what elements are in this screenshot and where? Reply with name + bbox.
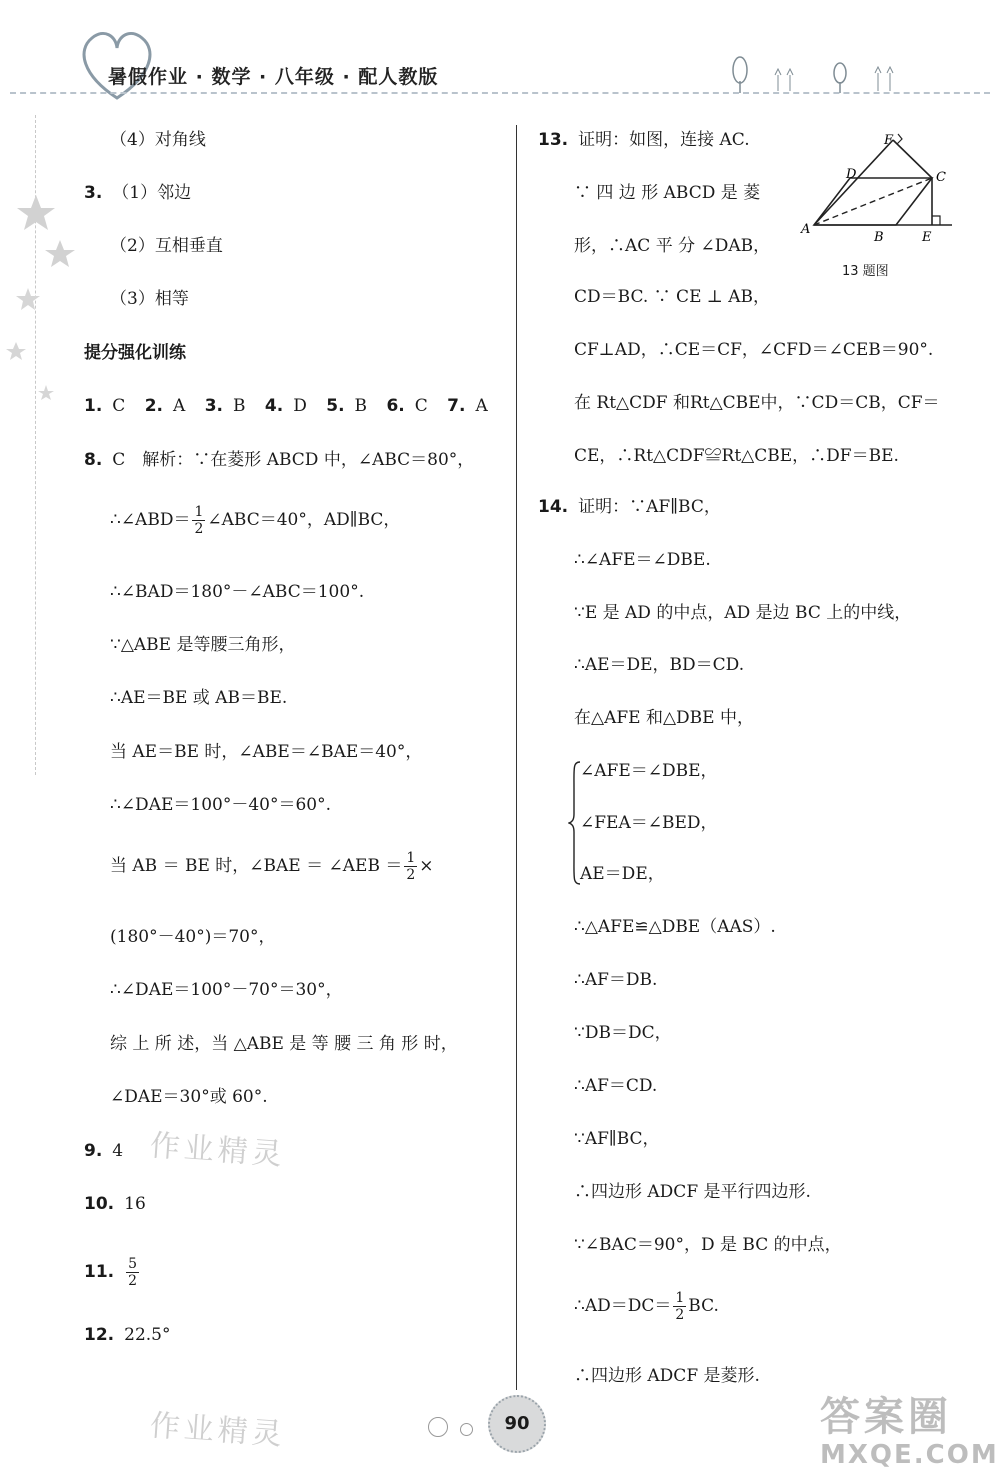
answer-line: ∵∠BAC＝90°，D 是 BC 的中点， xyxy=(574,1235,842,1255)
system-of-conditions xyxy=(574,758,774,888)
point-label-e: E xyxy=(922,230,932,245)
fraction xyxy=(404,850,417,883)
fraction-denominator: 2 xyxy=(194,521,204,537)
fraction xyxy=(673,1290,686,1323)
answer-line xyxy=(574,1290,719,1323)
answer-line: 在△AFE 和△DBE 中， xyxy=(574,708,754,728)
answer-line: ∴∠DAE＝100°－40°＝60°. xyxy=(110,795,331,815)
question-number: 10. xyxy=(84,1194,115,1214)
fraction-denominator: 2 xyxy=(406,867,416,883)
answer-text: B xyxy=(354,396,368,416)
question-number: 11. xyxy=(84,1262,115,1282)
question-9 xyxy=(84,1139,123,1163)
answer-line: CE，∴Rt△CDF≌Rt△CBE，∴DF＝BE. xyxy=(574,446,899,466)
answer-line: 在 Rt△CDF 和Rt△CBE中，∵CD＝CB，CF＝ xyxy=(574,393,940,413)
point-label-f: F xyxy=(884,133,894,148)
answer-line: (180°－40°)＝70°， xyxy=(110,927,276,947)
answer-line: ∴∠DAE＝100°－70°＝30°， xyxy=(110,980,343,1000)
answer-text: ∴AD＝DC＝ xyxy=(574,1296,672,1316)
answer-line: CF⊥AD，∴CE＝CF，∠CFD＝∠CEB＝90°. xyxy=(574,340,934,360)
answer-line xyxy=(110,850,434,883)
condition-line: ∠FEA＝∠BED， xyxy=(580,813,718,833)
stars-decoration-icon xyxy=(0,180,80,410)
watermark: 作业精灵 xyxy=(148,1408,287,1453)
fraction-numerator: 5 xyxy=(128,1256,138,1272)
answer-text: 证明：如图，连接 AC. xyxy=(578,130,750,150)
answer-line: ∴∠AFE＝∠DBE. xyxy=(574,550,711,570)
answer-line: ∵△ABE 是等腰三角形， xyxy=(110,635,296,655)
answer-text: C 解析：∵在菱形 ABCD 中，∠ABC＝80°， xyxy=(112,450,475,470)
question-number: 14. xyxy=(538,497,569,517)
fraction-denominator: 2 xyxy=(675,1307,685,1323)
answer-line: ∵AF∥BC， xyxy=(574,1129,660,1149)
answer-text: 当 AB ＝ BE 时，∠BAE ＝ ∠AEB ＝ xyxy=(110,856,403,876)
point-label-a: A xyxy=(801,222,811,237)
question-number: 8. xyxy=(84,450,103,470)
fraction-numerator: 1 xyxy=(194,504,204,520)
page-number: 90 xyxy=(488,1395,546,1453)
watermark: 作业精灵 xyxy=(148,1128,287,1173)
answer-line: ∴四边形 ADCF 是平行四边形. xyxy=(574,1182,811,1202)
answer-line: ∵ 四 边 形 ABCD 是 菱 xyxy=(574,183,761,203)
answer-line: ∴△AFE≌△DBE（AAS）. xyxy=(574,917,776,937)
answer-line: （2）互相垂直 xyxy=(110,236,223,256)
fraction-denominator: 2 xyxy=(128,1273,138,1289)
answer-line: （4）对角线 xyxy=(110,130,206,150)
section-heading: 提分强化训练 xyxy=(84,343,186,363)
decorative-circle xyxy=(460,1423,473,1436)
multiple-choice-answers xyxy=(84,394,488,418)
question-number: 2. xyxy=(144,396,164,416)
question-number: 3. xyxy=(84,183,103,203)
answer-text: ∠ABC＝40°，AD∥BC， xyxy=(207,510,401,530)
geometry-figure-rhombus xyxy=(796,130,956,280)
point-label-b: B xyxy=(874,230,884,245)
figure-caption: 13 题图 xyxy=(842,264,889,279)
question-number: 4. xyxy=(264,396,284,416)
point-label-d: D xyxy=(846,167,857,182)
question-11 xyxy=(84,1256,141,1289)
answer-text: BC. xyxy=(688,1296,719,1316)
question-number: 12. xyxy=(84,1325,115,1345)
answer-line: ∴四边形 ADCF 是菱形. xyxy=(574,1366,760,1386)
question-3 xyxy=(84,181,191,205)
answer-line: ∴AE＝BE 或 AB＝BE. xyxy=(110,688,288,708)
answer-line: ∴AF＝DB. xyxy=(574,970,658,990)
answer-text: B xyxy=(233,396,246,416)
answer-line: ∴AE＝DE，BD＝CD. xyxy=(574,655,745,675)
question-number: 9. xyxy=(84,1141,103,1161)
answer-text: C xyxy=(112,396,126,416)
answer-text: 16 xyxy=(124,1194,146,1214)
decorative-circle xyxy=(428,1417,448,1437)
question-number: 13. xyxy=(538,130,569,150)
answer-line: ∵E 是 AD 的中点，AD 是边 BC 上的中线， xyxy=(574,603,912,623)
answer-text: × xyxy=(419,856,434,876)
condition-line: ∠AFE＝∠DBE， xyxy=(580,761,718,781)
answer-text: A xyxy=(173,396,186,416)
question-10 xyxy=(84,1192,146,1216)
header-title: 暑假作业 · 数学 · 八年级 · 配人教版 xyxy=(108,66,439,88)
tree-flowers-decoration-icon xyxy=(725,55,925,95)
column-divider xyxy=(516,125,517,1390)
page-header xyxy=(0,0,1000,120)
site-watermark xyxy=(820,1385,999,1470)
answer-text: 证明：∵AF∥BC， xyxy=(578,497,721,517)
answer-line: ∴AF＝CD. xyxy=(574,1076,658,1096)
answer-text: D xyxy=(293,396,307,416)
question-13 xyxy=(538,128,750,152)
question-number: 7. xyxy=(447,396,466,416)
page-number-badge xyxy=(426,1395,546,1455)
answer-text: 4 xyxy=(112,1141,124,1161)
answer-line: 当 AE＝BE 时，∠ABE＝∠BAE＝40°， xyxy=(110,742,423,762)
answer-line xyxy=(110,504,400,537)
answer-text: C xyxy=(414,396,428,416)
fraction-numerator: 1 xyxy=(406,850,416,866)
question-8 xyxy=(84,448,474,472)
header-dashed-rule xyxy=(10,92,990,94)
question-number: 6. xyxy=(386,396,405,416)
answer-line: CD＝BC. ∵ CE ⊥ AB， xyxy=(574,287,771,307)
answer-text: A xyxy=(475,396,488,416)
answer-line: 形，∴AC 平 分 ∠DAB， xyxy=(574,236,771,256)
site-watermark-title: 答案圈 xyxy=(820,1394,952,1440)
question-number: 3. xyxy=(204,396,223,416)
answer-text: ∴∠ABD＝ xyxy=(110,510,191,530)
question-number: 1. xyxy=(84,396,103,416)
fraction-numerator: 1 xyxy=(675,1290,685,1306)
condition-line: AE＝DE， xyxy=(580,864,665,884)
question-number: 5. xyxy=(326,396,345,416)
question-14 xyxy=(538,495,721,519)
answer-line: ∵DB＝DC， xyxy=(574,1023,672,1043)
site-watermark-url: MXQE.COM xyxy=(820,1440,999,1470)
answer-line: ∠DAE＝30°或 60°. xyxy=(110,1087,268,1107)
point-label-c: C xyxy=(936,170,946,185)
answer-text: 22.5° xyxy=(124,1325,171,1345)
fraction xyxy=(126,1256,139,1289)
answer-text: （1）邻边 xyxy=(112,183,192,203)
fraction xyxy=(192,504,205,537)
question-12 xyxy=(84,1323,170,1347)
answer-line: ∴∠BAD＝180°－∠ABC＝100°. xyxy=(110,582,365,602)
answer-line: 综 上 所 述，当 △ABE 是 等 腰 三 角 形 时， xyxy=(110,1034,458,1054)
answer-line: （3）相等 xyxy=(110,289,189,309)
